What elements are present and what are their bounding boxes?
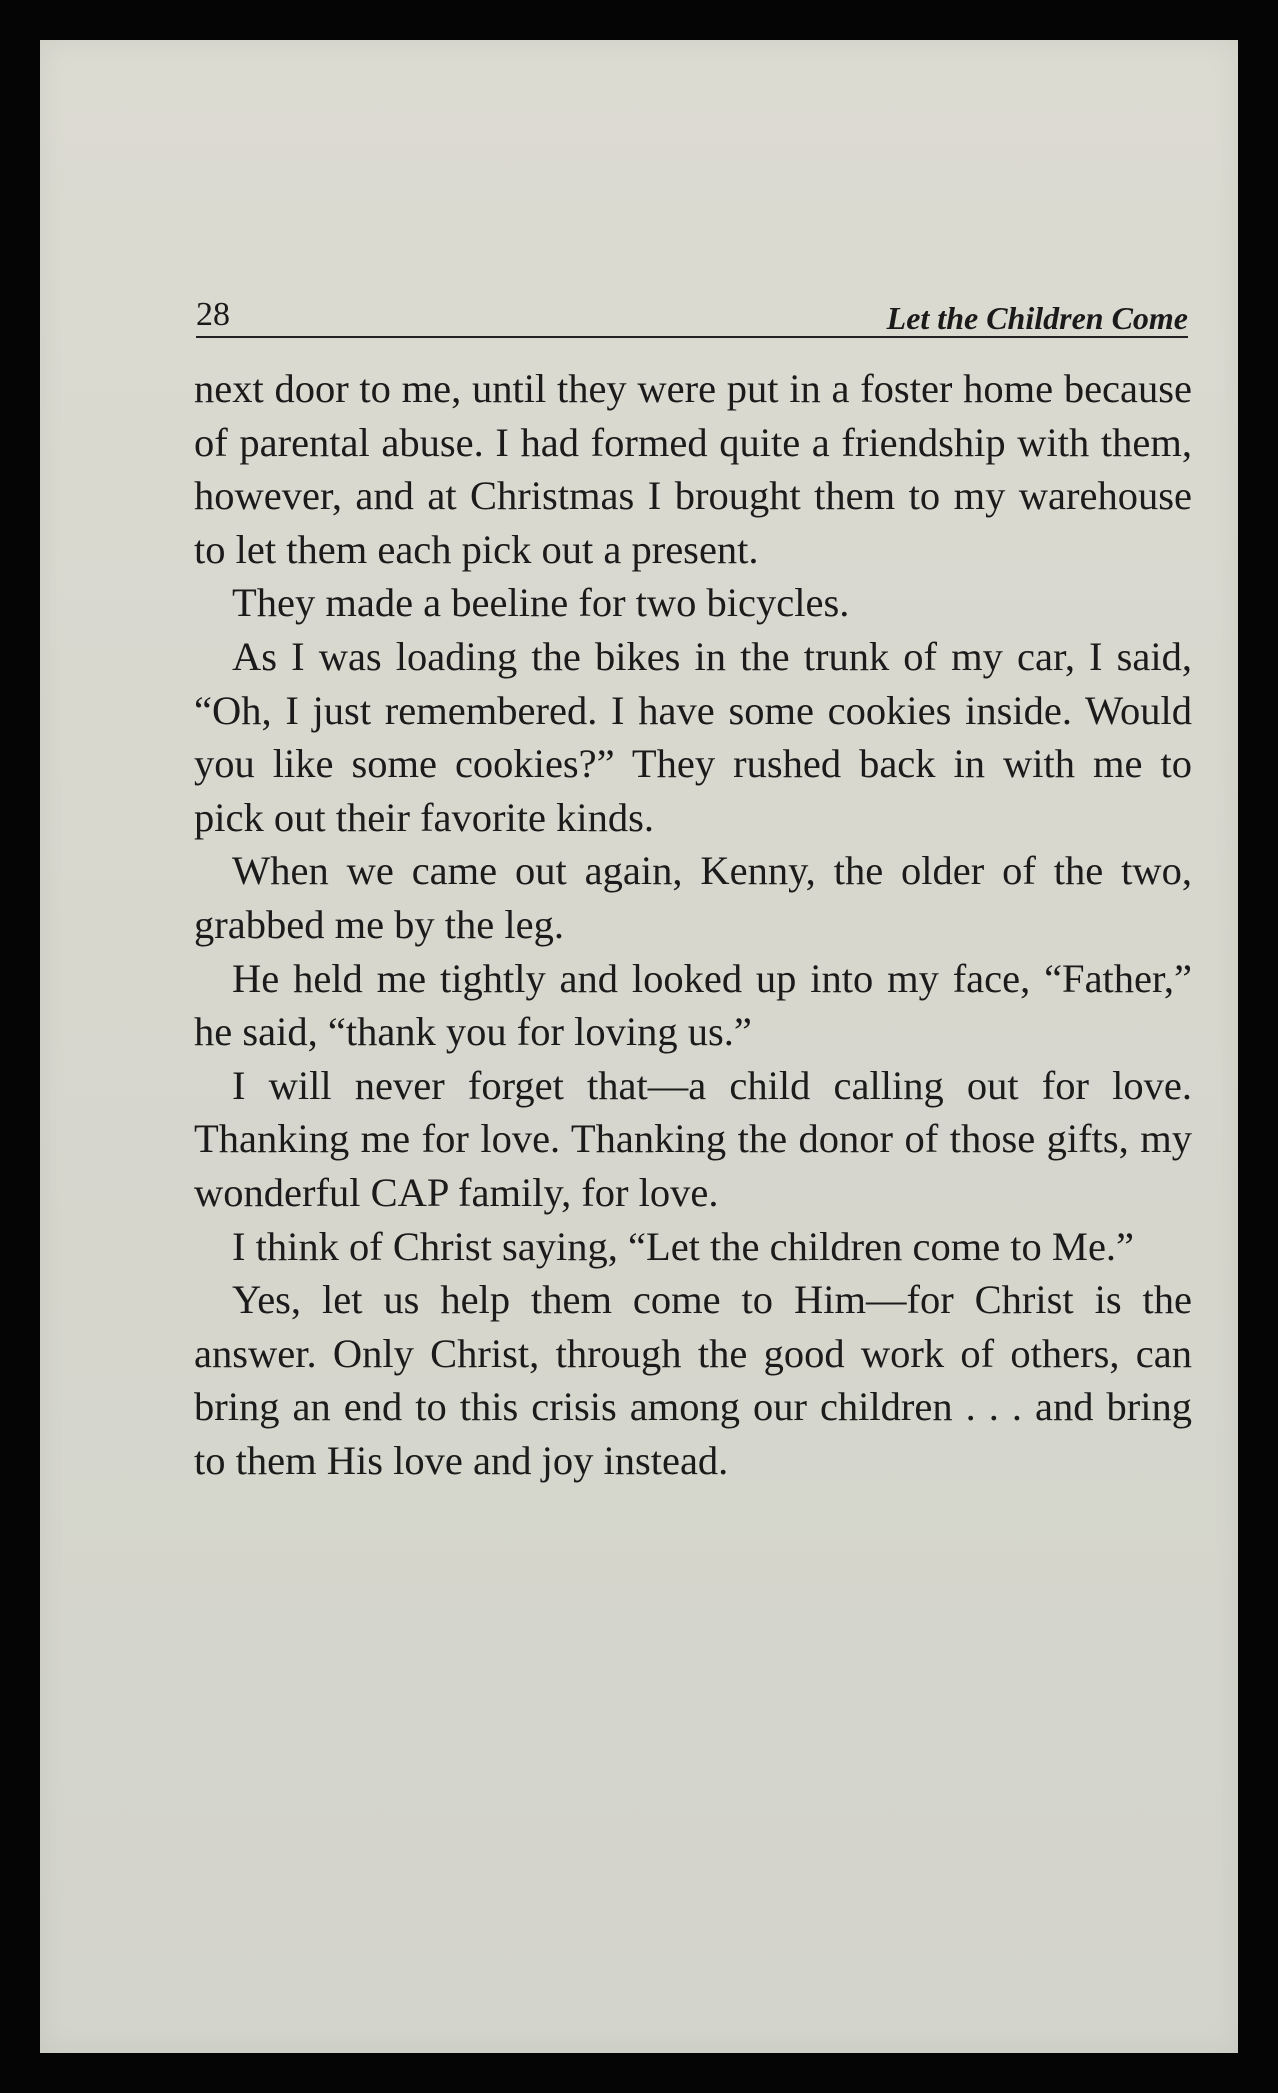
paragraph: next door to me, until they were put in a foster home because of parental abuse. I had formed quite a friendship with them, however, and at Christmas I brought them to my warehouse to let them each pick out a present. bbox=[194, 366, 1192, 572]
paragraph: Yes, let us help them come to Him—for Christ is the answer. Only Christ, through the good work of others, can bring an end to this crisis among our children . . . and bring to them His love and joy instead. bbox=[194, 1277, 1192, 1483]
running-title: Let the Children Come bbox=[886, 300, 1188, 336]
paragraph: They made a beeline for two bicycles. bbox=[232, 580, 850, 626]
paragraph: I think of Christ saying, “Let the children come to Me.” bbox=[232, 1223, 1135, 1269]
book-page bbox=[40, 40, 1238, 2053]
paragraph: I will never forget that—a child calling out for love. Thanking me for love. Thanking the donor of those gifts, my wonderful CAP family, for love. bbox=[194, 1062, 1192, 1215]
page-number: 28 bbox=[196, 296, 230, 333]
running-head bbox=[196, 292, 1188, 338]
body-text bbox=[194, 362, 1192, 1487]
paragraph: When we came out again, Kenny, the older of the two, grabbed me by the leg. bbox=[194, 848, 1192, 947]
paragraph: As I was loading the bikes in the trunk of my car, I said, “Oh, I just remembered. I have some cookies inside. Would you like some cookies?” They rushed back in with me to pick out their favorite kinds. bbox=[194, 633, 1192, 840]
paragraph: He held me tightly and looked up into my face, “Father,” he said, “thank you for loving us.” bbox=[194, 955, 1192, 1055]
